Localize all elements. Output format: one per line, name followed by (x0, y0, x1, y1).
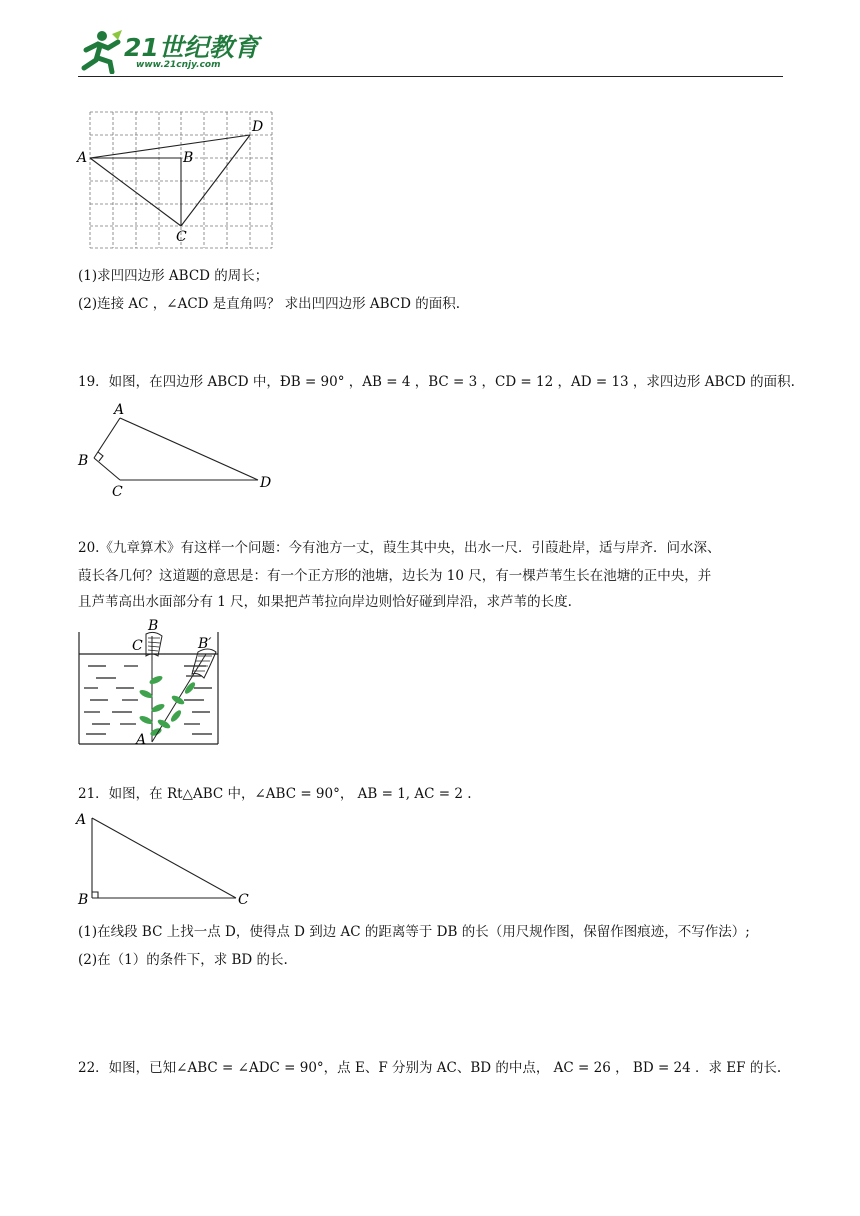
logo-text: 21世纪教育 (124, 33, 259, 62)
quadrilateral-abcd (90, 135, 250, 226)
triangle-abc (92, 818, 236, 898)
label-d: D (252, 119, 264, 135)
label-a: A (76, 812, 87, 828)
label-a: A (136, 732, 147, 748)
label-b: B (183, 150, 194, 166)
header-divider (78, 76, 783, 77)
label-b-prime: B′ (198, 636, 212, 652)
label-b: B (148, 618, 159, 634)
q21-part2: (2)在（1）的条件下，求 BD 的长. (78, 952, 288, 968)
q21-triangle-figure (74, 808, 264, 908)
right-angle-mark (98, 452, 103, 461)
reed-slanted (152, 649, 216, 742)
q19-question: 19．如图，在四边形 ABCD 中，ÐB = 90° ，AB = 4 ，BC = 3 ，CD = 12 ，AD = 13 ，求四边形 ABCD 的面积. (78, 374, 795, 390)
q21-question: 21．如图，在 Rt△ABC 中，∠ABC = 90°， AB = 1, AC = 2 . (78, 786, 472, 802)
runner-logo-icon (78, 28, 124, 74)
label-d: D (260, 475, 272, 491)
quadrilateral-abcd (94, 418, 258, 480)
label-c: C (132, 638, 143, 654)
logo (78, 26, 278, 74)
label-b: B (78, 453, 89, 469)
logo-url: www.21cnjy.com (136, 60, 221, 70)
q18-grid-figure (76, 108, 276, 250)
q18-part2: (2)连接 AC ，∠ACD 是直角吗？ 求出凹四边形 ABCD 的面积. (78, 296, 461, 312)
right-angle-mark (92, 892, 98, 898)
label-b: B (78, 892, 89, 908)
q18-part1: (1)求凹四边形 ABCD 的周长； (78, 268, 269, 284)
label-a: A (77, 150, 88, 166)
q20-line2: 葭长各几何？这道题的意思是：有一个正方形的池塘，边长为 10 尺，有一棵芦苇生长在池塘的正中央，并 (78, 568, 712, 584)
q20-line1: 20.《九章算术》有这样一个问题：今有池方一丈，葭生其中央，出水一尺．引葭赴岸，适与岸齐．问水深、 (78, 540, 721, 556)
label-c: C (176, 229, 187, 245)
q21-part1: (1)在线段 BC 上找一点 D，使得点 D 到边 AC 的距离等于 DB 的长（用尺规作图，保留作图痕迹，不写作法）; (78, 924, 750, 940)
label-c: C (112, 484, 123, 500)
q20-line3: 且芦苇高出水面部分有 1 尺，如果把芦苇拉向岸边则恰好碰到岸沿，求芦苇的长度. (78, 594, 572, 610)
page-header (78, 26, 783, 78)
label-a: A (114, 402, 125, 418)
q20-pond-figure (76, 616, 224, 748)
label-c: C (238, 892, 249, 908)
q19-figure (76, 400, 276, 500)
q22-question: 22．如图，已知∠ABC = ∠ADC = 90°，点 E、F 分别为 AC、BD 的中点， AC = 26 ， BD = 24 ．求 EF 的长. (78, 1060, 782, 1076)
